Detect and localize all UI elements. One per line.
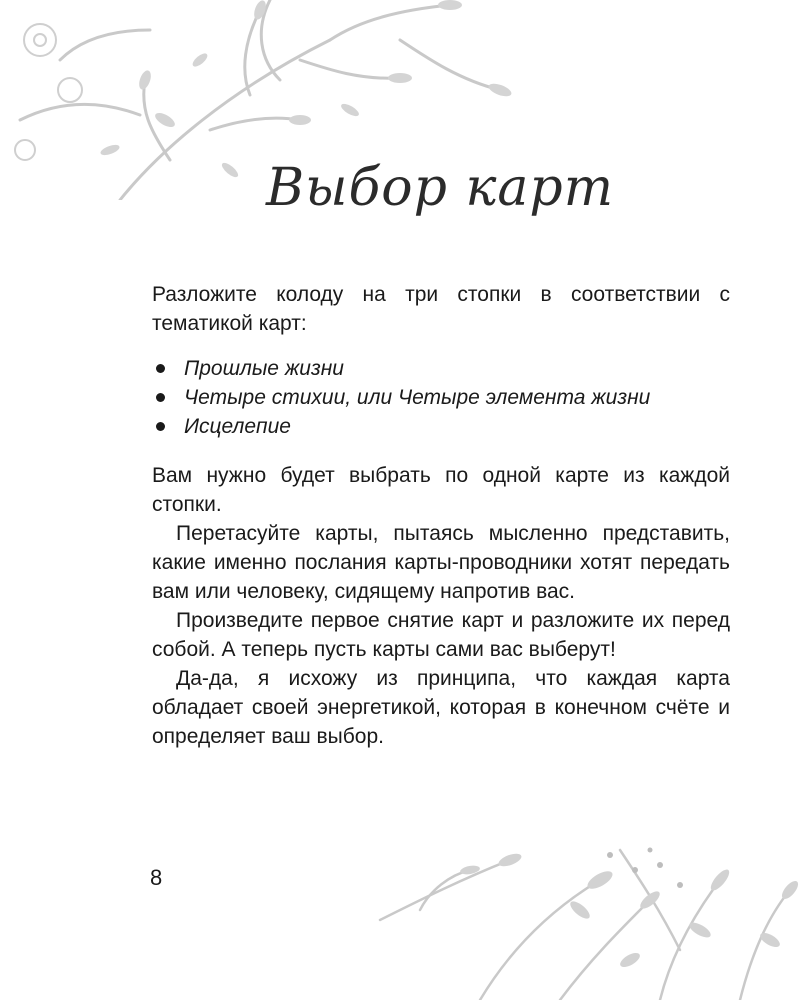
paragraph: Перетасуйте карты, пытаясь мысленно представить, какие именно послания карты-проводники хотят передать вам или человеку, сидящему напротив вас. [152, 522, 730, 603]
bullet-list [152, 354, 730, 441]
paragraph: Вам нужно будет выбрать по одной карте из каждой стопки. [152, 464, 730, 516]
page-title: Выбор карт [265, 158, 615, 218]
page-number: 8 [150, 865, 163, 890]
list-item: Исцелепие [152, 412, 730, 441]
body-text [152, 280, 730, 751]
intro-paragraph: Разложите колоду на три стопки в соответствии с тематикой карт: [152, 283, 730, 335]
paragraph: Произведите первое снятие карт и разложите их перед собой. А теперь пусть карты сами вас выберут! [152, 609, 730, 661]
list-item: Четыре стихии, или Четыре элемента жизни [152, 383, 730, 412]
paragraph: Да-да, я исхожу из принципа, что каждая карта обладает своей энергетикой, которая в конечном счёте и определяет ваш выбор. [152, 667, 730, 748]
list-item: Прошлые жизни [152, 354, 730, 383]
botanical-leaves-icon [360, 840, 800, 1000]
